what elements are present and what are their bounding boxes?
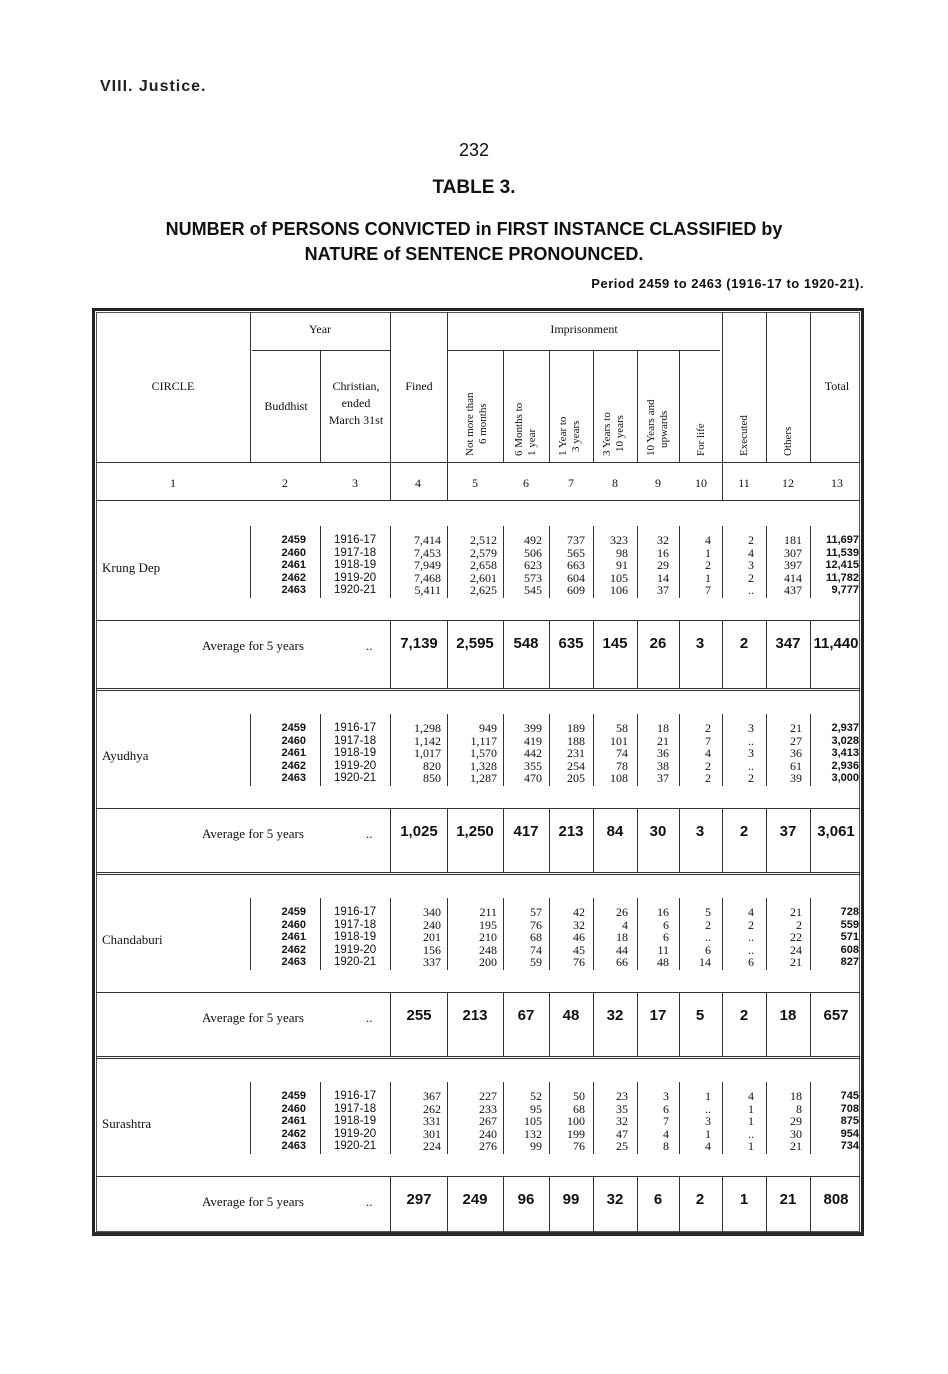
c5-values: 211 195 210 248 200 bbox=[479, 905, 497, 969]
average-value: 84 bbox=[606, 823, 624, 840]
circle-column-header: CIRCLE bbox=[151, 379, 195, 393]
c10-values: 5 2 .. 6 14 bbox=[699, 905, 711, 969]
header-line: 3 years bbox=[570, 420, 582, 452]
buddhist-years: 2459 2460 2461 2462 2463 bbox=[281, 534, 306, 596]
one-to-3-years-header bbox=[557, 417, 583, 456]
circle-separator-rule bbox=[96, 1056, 860, 1059]
c11-values: 2 4 3 2 .. bbox=[748, 533, 754, 597]
average-dots: .. bbox=[366, 1010, 373, 1025]
average-value: 249 bbox=[462, 1191, 488, 1208]
header-divider bbox=[250, 312, 251, 462]
average-column-divider bbox=[810, 620, 811, 688]
average-column-divider bbox=[390, 992, 391, 1056]
data-column-divider bbox=[250, 898, 251, 970]
average-column-divider bbox=[766, 992, 767, 1056]
header-line: upwards bbox=[658, 410, 670, 448]
c13-values: 11,697 11,539 12,415 11,782 9,777 bbox=[825, 534, 859, 596]
buddhist-years: 2459 2460 2461 2462 2463 bbox=[281, 1090, 306, 1152]
header-line: 10 years bbox=[614, 415, 626, 452]
christian-header-line-1: Christian, bbox=[332, 379, 380, 393]
c10-values: 1 .. 3 1 4 bbox=[705, 1089, 711, 1153]
column-number: 5 bbox=[472, 476, 478, 490]
fined-values: 1,298 1,142 1,017 820 850 bbox=[414, 721, 441, 785]
average-value: 26 bbox=[649, 635, 667, 652]
average-value: 30 bbox=[649, 823, 667, 840]
data-column-divider bbox=[320, 526, 321, 598]
average-value: 11,440 bbox=[813, 635, 859, 652]
average-value: 2,595 bbox=[456, 635, 494, 652]
average-column-divider bbox=[503, 992, 504, 1056]
average-dots: .. bbox=[366, 638, 373, 653]
average-value: 3 bbox=[695, 823, 705, 840]
c6-values: 52 95 105 132 99 bbox=[524, 1089, 542, 1153]
header-line: For life bbox=[695, 423, 707, 456]
total-column-header: Total bbox=[824, 379, 850, 393]
imprisonment-group-header: Imprisonment bbox=[550, 322, 618, 336]
data-column-divider bbox=[320, 898, 321, 970]
average-column-divider bbox=[593, 620, 594, 688]
executed-header bbox=[738, 415, 751, 456]
c9-values: 3 6 7 4 8 bbox=[663, 1089, 669, 1153]
column-number: 6 bbox=[523, 476, 529, 490]
c13-values: 728 559 571 608 827 bbox=[840, 906, 859, 968]
buddhist-years: 2459 2460 2461 2462 2463 bbox=[281, 722, 306, 784]
average-column-divider bbox=[810, 992, 811, 1056]
c12-values: 181 307 397 414 437 bbox=[784, 533, 802, 597]
fined-values: 340 240 201 156 337 bbox=[423, 905, 441, 969]
data-column-divider bbox=[250, 526, 251, 598]
header-divider bbox=[447, 312, 448, 462]
header-line: 3 Years to bbox=[601, 412, 613, 456]
average-column-divider bbox=[637, 620, 638, 688]
average-column-divider bbox=[593, 808, 594, 872]
christian-header-line-3: March 31st bbox=[328, 413, 384, 427]
average-rule bbox=[96, 808, 860, 809]
average-value: 2 bbox=[739, 823, 749, 840]
header-divider bbox=[593, 350, 594, 462]
average-column-divider bbox=[390, 808, 391, 872]
header-line: 1 year bbox=[526, 428, 538, 456]
header-bottom-rule bbox=[96, 462, 860, 463]
c5-values: 2,512 2,579 2,658 2,601 2,625 bbox=[470, 533, 497, 597]
table-heading-line-1: NUMBER of PERSONS CONVICTED in FIRST INSTANCE CLASSIFIED by bbox=[165, 219, 783, 239]
header-divider bbox=[722, 312, 723, 462]
column-number: 1 bbox=[170, 476, 176, 490]
christian-years: 1916-17 1917-18 1918-19 1919-20 1920-21 bbox=[334, 906, 377, 968]
header-divider bbox=[503, 350, 504, 462]
average-label: Average for 5 years bbox=[202, 638, 304, 653]
c12-values: 21 2 22 24 21 bbox=[790, 905, 802, 969]
average-value: 255 bbox=[406, 1007, 432, 1024]
average-rule bbox=[96, 620, 860, 621]
christian-years: 1916-17 1917-18 1918-19 1919-20 1920-21 bbox=[334, 534, 377, 596]
average-column-divider bbox=[549, 992, 550, 1056]
c11-values: 4 1 1 .. 1 bbox=[748, 1089, 754, 1153]
c11-values: 4 2 .. .. 6 bbox=[748, 905, 754, 969]
average-value: 37 bbox=[779, 823, 797, 840]
c8-values: 323 98 91 105 106 bbox=[610, 533, 628, 597]
header-line: Not more than bbox=[464, 392, 476, 456]
column-number: 11 bbox=[738, 476, 750, 490]
fined-values: 7,414 7,453 7,949 7,468 5,411 bbox=[414, 533, 441, 597]
circle-name: Chandaburi bbox=[102, 932, 163, 947]
christian-column-header bbox=[322, 378, 390, 429]
average-column-divider bbox=[679, 808, 680, 872]
average-value: 297 bbox=[406, 1191, 432, 1208]
section-header: VIII. Justice. bbox=[100, 78, 207, 95]
c6-values: 399 419 442 355 470 bbox=[524, 721, 542, 785]
average-value: 99 bbox=[562, 1191, 580, 1208]
average-value: 48 bbox=[562, 1007, 580, 1024]
average-column-divider bbox=[722, 992, 723, 1056]
average-value: 213 bbox=[462, 1007, 488, 1024]
buddhist-years: 2459 2460 2461 2462 2463 bbox=[281, 906, 306, 968]
average-label: Average for 5 years bbox=[202, 1194, 304, 1209]
average-value: 2 bbox=[739, 1007, 749, 1024]
average-value: 1 bbox=[739, 1191, 749, 1208]
data-column-divider bbox=[320, 714, 321, 786]
circle-separator-rule bbox=[96, 872, 860, 875]
average-rule bbox=[96, 992, 860, 993]
c7-values: 737 565 663 604 609 bbox=[567, 533, 585, 597]
average-dots: .. bbox=[366, 1194, 373, 1209]
fined-column-header: Fined bbox=[405, 379, 433, 393]
average-column-divider bbox=[637, 992, 638, 1056]
average-value: 7,139 bbox=[400, 635, 438, 652]
c9-values: 32 16 29 14 37 bbox=[657, 533, 669, 597]
three-to-10-years-header bbox=[601, 412, 627, 456]
c7-values: 189 188 231 254 205 bbox=[567, 721, 585, 785]
c9-values: 16 6 6 11 48 bbox=[657, 905, 669, 969]
c8-values: 23 35 32 47 25 bbox=[616, 1089, 628, 1153]
average-value: 145 bbox=[602, 635, 628, 652]
column-number-rule bbox=[96, 500, 860, 501]
column-number: 4 bbox=[415, 476, 421, 490]
year-group-underline bbox=[252, 350, 390, 351]
column-number: 13 bbox=[831, 476, 843, 490]
header-divider bbox=[810, 312, 811, 462]
table-heading-line-2: NATURE of SENTENCE PRONOUNCED. bbox=[304, 244, 644, 264]
average-column-divider bbox=[722, 620, 723, 688]
average-column-divider bbox=[679, 620, 680, 688]
period-caption: Period 2459 to 2463 (1916-17 to 1920-21). bbox=[591, 276, 864, 291]
header-line: Executed bbox=[738, 415, 750, 456]
table-bottom-rule bbox=[92, 1232, 864, 1235]
c10-values: 4 1 2 1 7 bbox=[705, 533, 711, 597]
column-number: 7 bbox=[568, 476, 574, 490]
header-divider bbox=[549, 350, 550, 462]
circle-separator-rule bbox=[96, 688, 860, 691]
average-value: 347 bbox=[775, 635, 801, 652]
header-line: 10 Years and bbox=[645, 399, 657, 456]
header-line: 1 Year to bbox=[557, 416, 569, 456]
average-value: 657 bbox=[823, 1007, 849, 1024]
christian-header-line-2: ended bbox=[341, 396, 371, 410]
column-number-divider bbox=[722, 462, 723, 500]
c10-values: 2 7 4 2 2 bbox=[705, 721, 711, 785]
data-column-divider bbox=[320, 1082, 321, 1154]
six-months-to-1-year-header bbox=[513, 403, 539, 456]
header-divider bbox=[679, 350, 680, 462]
christian-years: 1916-17 1917-18 1918-19 1919-20 1920-21 bbox=[334, 1090, 377, 1152]
c13-values: 2,937 3,028 3,413 2,936 3,000 bbox=[831, 722, 859, 784]
average-column-divider bbox=[549, 620, 550, 688]
column-number: 2 bbox=[282, 476, 288, 490]
c5-values: 949 1,117 1,570 1,328 1,287 bbox=[470, 721, 497, 785]
average-value: 5 bbox=[695, 1007, 705, 1024]
header-line: Others bbox=[782, 426, 794, 456]
header-line: 6 Months to bbox=[513, 402, 525, 456]
header-divider bbox=[390, 312, 391, 462]
average-label: Average for 5 years bbox=[202, 826, 304, 841]
table-title: TABLE 3. bbox=[432, 177, 516, 198]
header-line: 6 months bbox=[477, 403, 489, 444]
average-column-divider bbox=[722, 808, 723, 872]
header-divider bbox=[637, 350, 638, 462]
average-column-divider bbox=[766, 620, 767, 688]
circle-name: Krung Dep bbox=[102, 560, 161, 575]
column-number: 3 bbox=[352, 476, 358, 490]
average-column-divider bbox=[503, 620, 504, 688]
c11-values: 3 .. 3 .. 2 bbox=[748, 721, 754, 785]
average-value: 548 bbox=[513, 635, 539, 652]
column-number-divider bbox=[447, 462, 448, 500]
average-value: 32 bbox=[606, 1007, 624, 1024]
christian-years: 1916-17 1917-18 1918-19 1919-20 1920-21 bbox=[334, 722, 377, 784]
not-more-6-months-header bbox=[464, 392, 490, 456]
average-value: 6 bbox=[653, 1191, 663, 1208]
fined-values: 367 262 331 301 224 bbox=[423, 1089, 441, 1153]
c6-values: 492 506 623 573 545 bbox=[524, 533, 542, 597]
average-column-divider bbox=[810, 808, 811, 872]
average-value: 96 bbox=[517, 1191, 535, 1208]
average-value: 32 bbox=[606, 1191, 624, 1208]
for-life-header bbox=[695, 423, 708, 456]
average-value: 2 bbox=[739, 635, 749, 652]
column-number: 10 bbox=[695, 476, 707, 490]
average-rule bbox=[96, 1176, 860, 1177]
data-column-divider bbox=[250, 1082, 251, 1154]
average-value: 18 bbox=[779, 1007, 797, 1024]
header-divider bbox=[320, 350, 321, 462]
average-value: 1,250 bbox=[456, 823, 494, 840]
average-column-divider bbox=[447, 620, 448, 688]
c5-values: 227 233 267 240 276 bbox=[479, 1089, 497, 1153]
average-column-divider bbox=[503, 808, 504, 872]
average-value: 635 bbox=[558, 635, 584, 652]
average-column-divider bbox=[549, 808, 550, 872]
page-number: 232 bbox=[458, 140, 490, 160]
circle-name: Surashtra bbox=[102, 1116, 152, 1131]
column-number: 12 bbox=[782, 476, 794, 490]
column-number: 8 bbox=[612, 476, 618, 490]
average-column-divider bbox=[637, 808, 638, 872]
header-divider bbox=[766, 312, 767, 462]
average-value: 3 bbox=[695, 635, 705, 652]
average-value: 213 bbox=[558, 823, 584, 840]
year-group-header: Year bbox=[308, 322, 332, 336]
others-header bbox=[782, 427, 795, 456]
average-value: 3,061 bbox=[817, 823, 855, 840]
average-value: 17 bbox=[649, 1007, 667, 1024]
buddhist-column-header: Buddhist bbox=[264, 399, 308, 413]
c8-values: 58 101 74 78 108 bbox=[610, 721, 628, 785]
c12-values: 21 27 36 61 39 bbox=[790, 721, 802, 785]
c6-values: 57 76 68 74 59 bbox=[530, 905, 542, 969]
average-value: 67 bbox=[517, 1007, 535, 1024]
c12-values: 18 8 29 30 21 bbox=[790, 1089, 802, 1153]
c7-values: 50 68 100 199 76 bbox=[567, 1089, 585, 1153]
average-column-divider bbox=[679, 992, 680, 1056]
column-number-divider bbox=[390, 462, 391, 500]
ten-years-upwards-header bbox=[645, 399, 671, 456]
average-value: 808 bbox=[823, 1191, 849, 1208]
c8-values: 26 4 18 44 66 bbox=[616, 905, 628, 969]
average-dots: .. bbox=[366, 826, 373, 841]
average-column-divider bbox=[766, 808, 767, 872]
data-column-divider bbox=[250, 714, 251, 786]
average-value: 1,025 bbox=[400, 823, 438, 840]
average-column-divider bbox=[390, 620, 391, 688]
c7-values: 42 32 46 45 76 bbox=[573, 905, 585, 969]
average-value: 21 bbox=[779, 1191, 797, 1208]
circle-name: Ayudhya bbox=[102, 748, 149, 763]
average-column-divider bbox=[447, 992, 448, 1056]
average-column-divider bbox=[593, 992, 594, 1056]
c13-values: 745 708 875 954 734 bbox=[840, 1090, 859, 1152]
c9-values: 18 21 36 38 37 bbox=[657, 721, 669, 785]
average-column-divider bbox=[447, 808, 448, 872]
average-value: 2 bbox=[695, 1191, 705, 1208]
average-value: 417 bbox=[513, 823, 539, 840]
column-number: 9 bbox=[655, 476, 661, 490]
average-label: Average for 5 years bbox=[202, 1010, 304, 1025]
